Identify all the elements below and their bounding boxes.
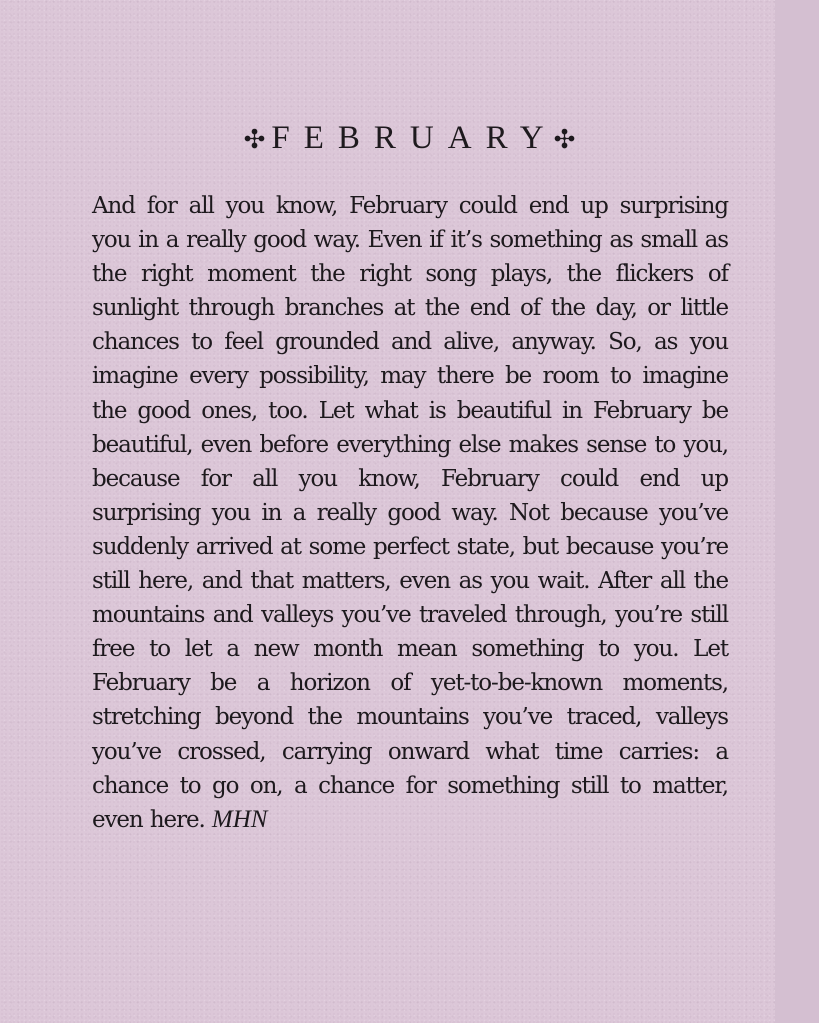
signature: MHN (211, 805, 268, 833)
body-text: And for all you know, February could end up surprising you in a really good way. Even if it’s something as small as the right moment the right song plays, the flickers of sunlight through branches at the end of the day, or little chances to feel grounded and alive, anyway. So, as you imagine every possibility, may there be room to imagine the good ones, too. Let what is beautiful in February be beautiful, even before everything else makes sense to you, because for all you know, February could end up surprising you in a really good way. Not because you’ve suddenly arrived at some perfect state, but because you’re still here, and that matters, even as you wait. After all the mountains and valleys you’ve traveled through, you’re still free to let a new month mean something to you. Let February be a horizon of yet-to-be-known moments, stretching beyond the mountains you’ve traced, valleys you’ve crossed, carrying onward what time carries: a chance to go on, a chance for something still to matter, even here. (92, 193, 728, 833)
title-heading (0, 118, 819, 158)
ornament-right-icon: ✣ (553, 125, 576, 154)
page-title: FEBRUARY (271, 120, 558, 156)
body-paragraph (92, 189, 728, 837)
ornament-left-icon: ✣ (243, 125, 266, 154)
